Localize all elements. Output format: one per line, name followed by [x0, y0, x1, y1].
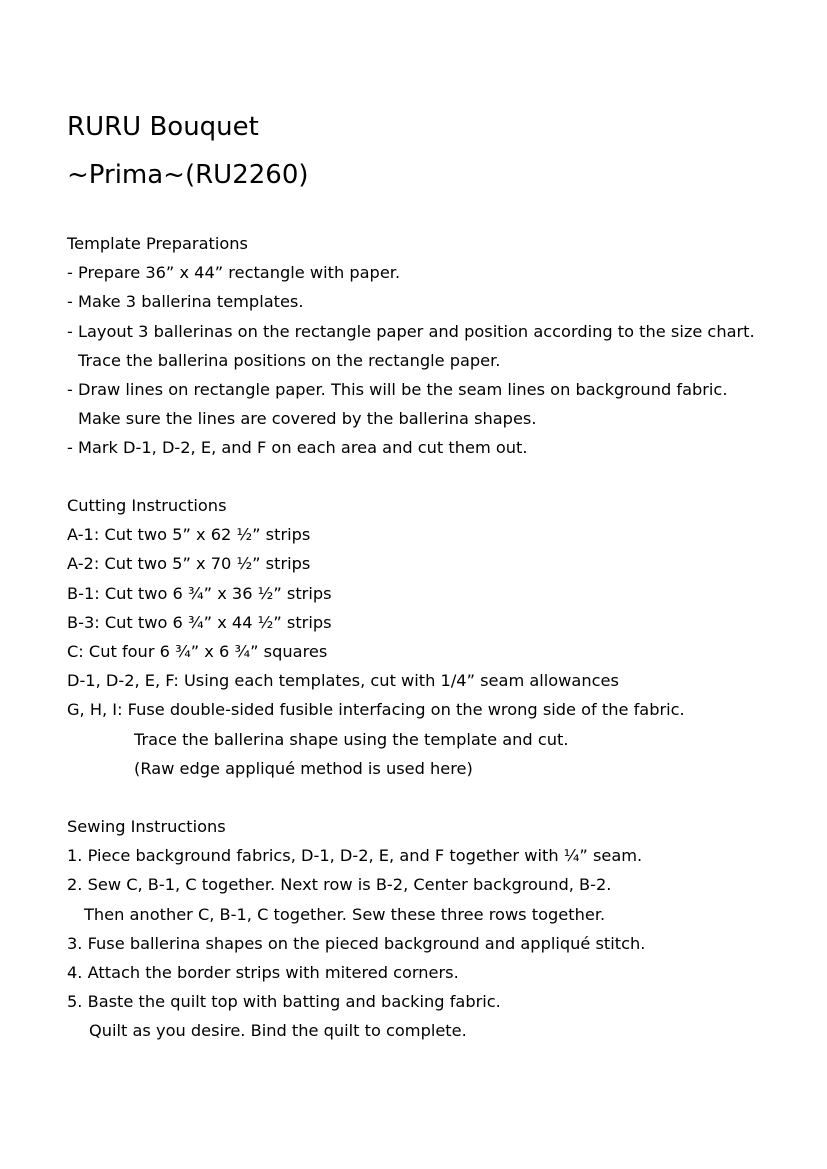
instruction-line: - Prepare 36” x 44” rectangle with paper. — [67, 263, 401, 283]
instruction-line: - Mark D-1, D-2, E, and F on each area and cut them out. — [67, 438, 528, 458]
instruction-line: A-1: Cut two 5” x 62 ½” strips — [67, 525, 311, 545]
sewing-instructions-section — [67, 812, 807, 1046]
instruction-line: A-2: Cut two 5” x 70 ½” strips — [67, 554, 311, 574]
instruction-line: 4. Attach the border strips with mitered corners. — [67, 962, 459, 982]
instruction-line: B-3: Cut two 6 ¾” x 44 ½” strips — [67, 612, 332, 632]
section-heading: Template Preparations — [67, 234, 248, 253]
document-title: RURU Bouquet — [67, 112, 259, 142]
instruction-line: - Draw lines on rectangle paper. This will be the seam lines on background fabric. — [67, 379, 728, 399]
template-preparations-section — [67, 229, 807, 463]
instruction-line: B-1: Cut two 6 ¾” x 36 ½” strips — [67, 583, 332, 603]
instruction-line: Trace the ballerina shape using the template and cut. — [134, 729, 569, 749]
cutting-instructions-section — [67, 491, 807, 783]
instruction-line: Make sure the lines are covered by the ballerina shapes. — [78, 409, 537, 429]
instruction-line: G, H, I: Fuse double-sided fusible interfacing on the wrong side of the fabric. — [67, 700, 685, 720]
instruction-line: D-1, D-2, E, F: Using each templates, cut with 1/4” seam allowances — [67, 671, 619, 691]
instruction-line: - Layout 3 ballerinas on the rectangle paper and position according to the size chart. — [67, 321, 755, 341]
instruction-line: 2. Sew C, B-1, C together. Next row is B-2, Center background, B-2. — [67, 875, 612, 895]
instruction-line: 3. Fuse ballerina shapes on the pieced background and appliqué stitch. — [67, 933, 646, 953]
section-heading: Cutting Instructions — [67, 496, 227, 515]
instruction-line: 5. Baste the quilt top with batting and backing fabric. — [67, 992, 501, 1012]
instruction-line: (Raw edge appliqué method is used here) — [134, 758, 473, 778]
instruction-line: 1. Piece background fabrics, D-1, D-2, E, and F together with ¼” seam. — [67, 846, 643, 866]
instruction-line: C: Cut four 6 ¾” x 6 ¾” squares — [67, 641, 328, 661]
section-heading: Sewing Instructions — [67, 817, 226, 836]
instruction-line: Trace the ballerina positions on the rectangle paper. — [78, 350, 501, 370]
instruction-line: Quilt as you desire. Bind the quilt to complete. — [89, 1021, 467, 1041]
document-subtitle: ~Prima~(RU2260) — [67, 160, 309, 190]
instruction-line: - Make 3 ballerina templates. — [67, 292, 304, 312]
instruction-line: Then another C, B-1, C together. Sew these three rows together. — [84, 904, 606, 924]
